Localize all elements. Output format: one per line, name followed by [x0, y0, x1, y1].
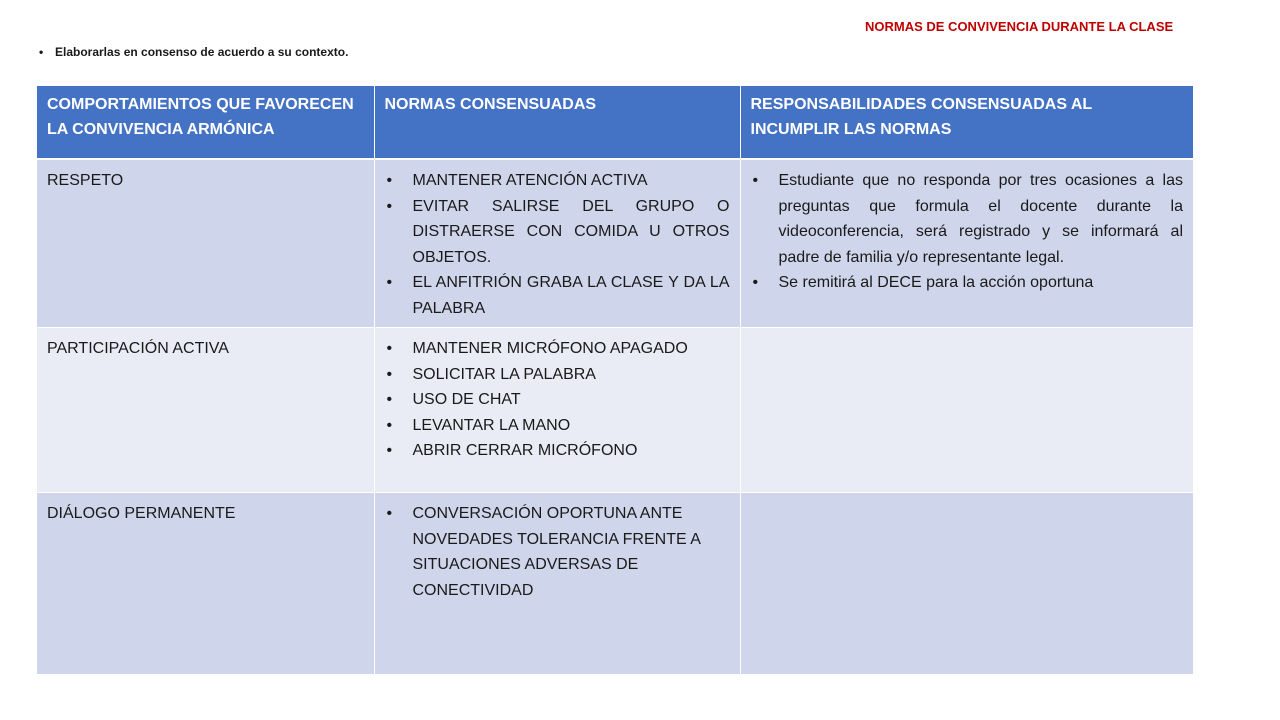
list-item: • EL ANFITRIÓN GRABA LA CLASE Y DA LA PALABRA — [385, 270, 730, 321]
list-item: • SOLICITAR LA PALABRA — [385, 362, 730, 388]
norms-list — [385, 501, 730, 603]
norms-cell — [374, 493, 740, 675]
norms-table — [37, 86, 1193, 675]
norms-cell — [374, 159, 740, 328]
list-item: • EVITAR SALIRSE DEL GRUPO O DISTRAERSE CON COMIDA U OTROS OBJETOS. — [385, 194, 730, 271]
table-row — [37, 493, 1193, 675]
responsibilities-cell-empty — [740, 328, 1193, 493]
responsibilities-cell — [740, 159, 1193, 328]
norms-list — [385, 168, 730, 321]
list-item: • Estudiante que no responda por tres ocasiones a las preguntas que formula el docente durante la videoconferencia, será registrado y se informará al padre de familia y/o representante legal. — [751, 168, 1184, 270]
slide-title: NORMAS DE CONVIVENCIA DURANTE LA CLASE — [865, 19, 1174, 34]
subtitle-text: Elaborarlas en consenso de acuerdo a su contexto. — [55, 45, 349, 59]
behavior-cell: RESPETO — [37, 159, 374, 328]
responsibilities-list — [751, 168, 1184, 296]
table-header-row — [37, 86, 1193, 159]
subtitle-bullet-item — [39, 45, 349, 59]
list-item: • LEVANTAR LA MANO — [385, 413, 730, 439]
behavior-cell: DIÁLOGO PERMANENTE — [37, 493, 374, 675]
norms-cell — [374, 328, 740, 493]
behavior-cell: PARTICIPACIÓN ACTIVA — [37, 328, 374, 493]
list-item: • MANTENER ATENCIÓN ACTIVA — [385, 168, 730, 194]
norms-list — [385, 336, 730, 464]
table-row — [37, 159, 1193, 328]
list-item: • CONVERSACIÓN OPORTUNA ANTE NOVEDADES TOLERANCIA FRENTE A SITUACIONES ADVERSAS DE CONECTIVIDAD — [385, 501, 730, 603]
responsibilities-cell-empty — [740, 493, 1193, 675]
list-item: • USO DE CHAT — [385, 387, 730, 413]
header-behaviors: COMPORTAMIENTOS QUE FAVORECEN LA CONVIVENCIA ARMÓNICA — [37, 86, 374, 159]
list-item: • ABRIR CERRAR MICRÓFONO — [385, 438, 730, 464]
header-norms: NORMAS CONSENSUADAS — [374, 86, 740, 159]
list-item: • MANTENER MICRÓFONO APAGADO — [385, 336, 730, 362]
bullet-icon: • — [39, 45, 44, 59]
header-responsibilities: RESPONSABILIDADES CONSENSUADAS AL INCUMPLIR LAS NORMAS — [740, 86, 1193, 159]
list-item: • Se remitirá al DECE para la acción oportuna — [751, 270, 1184, 296]
table-row — [37, 328, 1193, 493]
